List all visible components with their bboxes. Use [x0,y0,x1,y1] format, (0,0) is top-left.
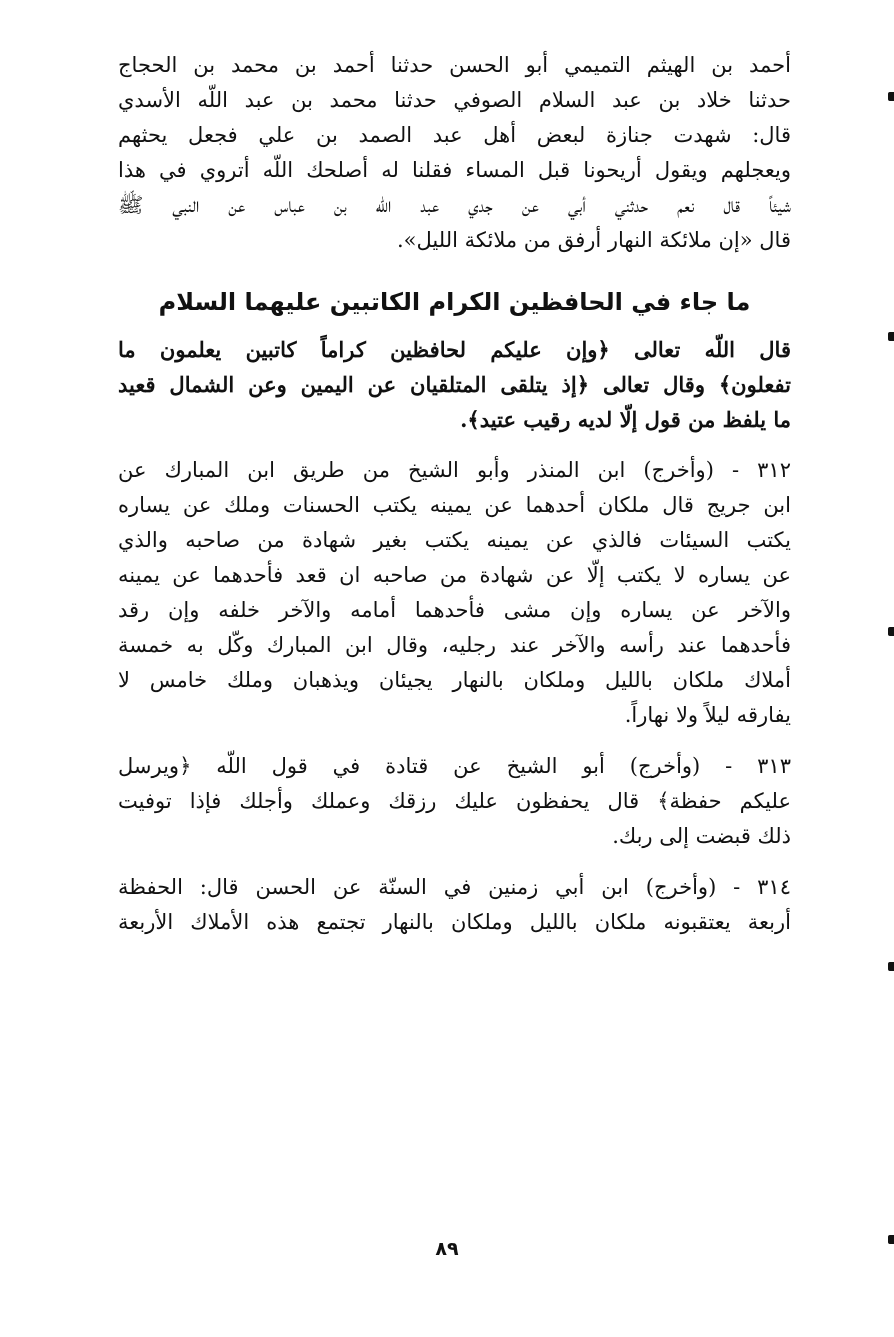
section-heading: ما جاء في الحافظين الكرام الكاتبين عليهما السلام [158,288,751,316]
text-line: ٣١٣ - (وأخرج) أبو الشيخ عن قتادة في قول اللّه ﴿ويرسل [118,754,791,778]
scan-edge-mark [888,1235,894,1244]
text-line: عليكم حفظة﴾ قال يحفظون عليك رزقك وعملك وأجلك فإذا توفيت [118,789,791,813]
text-line: قال «إن ملائكة النهار أرفق من ملائكة الليل». [397,228,791,252]
text-line: ما يلفظ من قول إلّا لديه رقيب عتيد﴾. [460,407,791,432]
text-line: قال اللّه تعالى ﴿وإن عليكم لحافظين كراماً كاتبين يعلمون ما [118,337,791,362]
text-line: شيئاً قال نعم حدثني أبي عن جدي عبد اللّه بن عباس عن النبي ﷺ [118,193,791,217]
text-line: أربعة يعتقبونه ملكان بالليل وملكان بالنهار تجتمع هذه الأملاك الأربعة [118,910,791,934]
scan-edge-mark [888,92,894,101]
intro-paragraph [118,48,791,258]
entry-314 [118,870,791,940]
text-line: يفارقه ليلاً ولا نهاراً. [624,703,791,727]
page-body [118,48,791,940]
text-line: أملاك ملكان بالليل وملكان بالنهار يجيئان ويذهبان وملك خامس لا [118,668,791,692]
scan-edge-mark [888,962,894,971]
quran-verse-paragraph [118,332,791,437]
text-line: فأحدهما عند رأسه والآخر عند رجليه، وقال ابن المبارك وكّل به خمسة [118,633,791,657]
text-line: يكتب السيئات فالذي عن يمينه يكتب بغير شهادة من صاحبه والذي [118,528,791,552]
text-line: عن يساره لا يكتب إلّا عن شهادة من صاحبه ان قعد فأحدهما عن يمينه [118,563,791,587]
entry-312 [118,453,791,733]
text-line: ويعجلهم ويقول أريحونا قبل المساء فقلنا له أصلحك اللّه أتروي في هذا [118,158,791,182]
text-line: حدثنا خلاد بن عبد السلام الصوفي حدثنا محمد بن عبد اللّه الأسدي [118,88,791,112]
entry-313 [118,749,791,854]
text-line: والآخر عن يساره وإن مشى فأحدهما أمامه والآخر خلفه وإن رقد [118,598,791,622]
text-line: تفعلون﴾ وقال تعالى ﴿إذ يتلقى المتلقيان عن اليمين وعن الشمال قعيد [118,372,791,397]
text-line: قال: شهدت جنازة لبعض أهل عبد الصمد بن علي فجعل يحثهم [118,123,791,147]
scan-edge-mark [888,332,894,341]
text-line: أحمد بن الهيثم التميمي أبو الحسن حدثنا أحمد بن محمد بن الحجاج [118,53,791,77]
text-line: ابن جريج قال ملكان أحدهما عن يمينه يكتب الحسنات وملك عن يساره [118,493,791,517]
text-line: ٣١٤ - (وأخرج) ابن أبي زمنين في السنّة عن الحسن قال: الحفظة [118,875,791,899]
text-line: ذلك قبضت إلى ربك. [612,824,791,848]
page-number: ٨٩ [435,1238,459,1260]
text-line: ٣١٢ - (وأخرج) ابن المنذر وأبو الشيخ من طريق ابن المبارك عن [118,458,791,482]
scan-edge-mark [888,627,894,636]
